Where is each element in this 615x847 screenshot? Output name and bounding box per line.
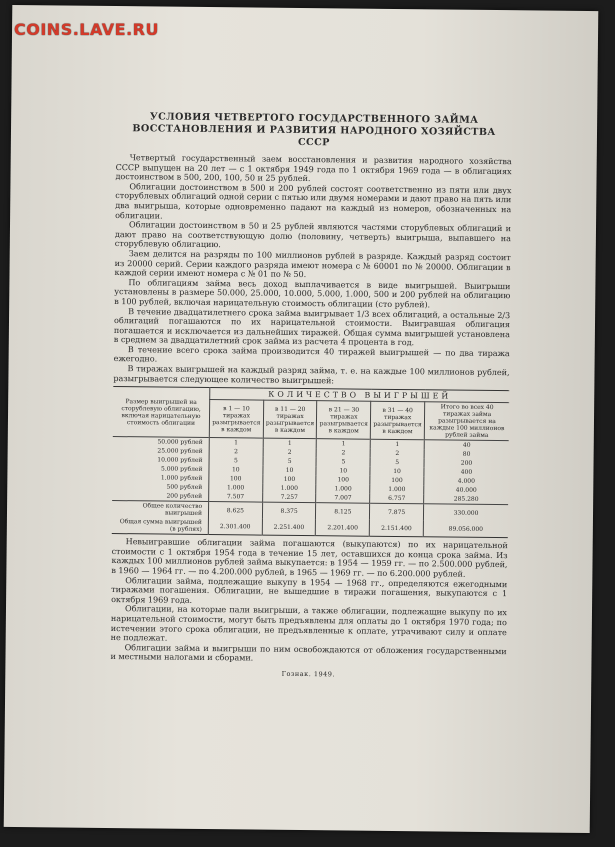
paragraph: Облигации достоинством в 50 и 25 рублей являются частями сторублевых облигаций и дают право на соответствующую долю (половину, четверть) выигрыша, выпавшего на сторублевую облигацию. <box>114 219 512 250</box>
table-cell: 2.251.400 <box>262 519 316 536</box>
document-content <box>110 111 512 680</box>
prize-count-group-header: КОЛИЧЕСТВО ВЫИГРЫШЕЙ <box>210 388 510 403</box>
total-sum-label: Общая сумма выигрышей (в рублях) <box>119 518 202 534</box>
table-cell: 8.125 <box>316 503 370 520</box>
table-cell: 100 <box>370 476 424 486</box>
prize-size-label: 500 рублей <box>166 483 203 492</box>
paragraph: Облигации, на которые пали выигрыши, а также облигации, подлежащие выкупу по их нарицательной стоимости, могут быть предъявлены для оплаты до 1 октября 1970 года; по истечении этого срока облигации, не предъявленные к оплате, утрачивают силу и оплате не подлежат. <box>110 603 508 643</box>
table-cell: 40.000 <box>424 486 509 496</box>
document-title-line-2: ВОССТАНОВЛЕНИЯ И РАЗВИТИЯ НАРОДНОГО ХОЗЯЙСТВА СССР <box>132 123 496 149</box>
conditions-body-top <box>113 153 511 387</box>
prize-size-label: 25.000 рублей <box>157 447 203 456</box>
paragraph: По облигациям займа весь доход выплачивается в виде выигрышей. Выигрыши установлены в размере 50.000, 25.000, 10.000, 5.000, 1.000, 500 и 200 рублей на облигацию в 100 рублей, включая нарицательную стоимость облигации (сто рублей). <box>114 276 511 310</box>
draws-11-20-header: в 11 — 20 тиражах разыгрывается в каждом <box>263 400 317 439</box>
conditions-body-bottom <box>110 537 507 666</box>
prize-size-label: 200 рублей <box>166 492 203 501</box>
table-cell: 7.507 <box>209 492 263 502</box>
table-cell: 1.000 <box>370 485 424 495</box>
table-cell: 2.301.400 <box>208 518 262 535</box>
table-cell: 7.007 <box>316 493 370 503</box>
table-cell: 200 <box>424 459 509 469</box>
table-cell: 4.000 <box>424 477 509 487</box>
table-cell: 2.201.400 <box>316 519 370 536</box>
table-cell: 2 <box>263 448 317 458</box>
document-sheet <box>4 5 599 833</box>
table-cell: 330.000 <box>423 504 508 521</box>
table-cell: 2 <box>209 447 263 457</box>
table-cell: 10 <box>263 466 317 476</box>
paragraph: В течение всего срока займа производится 40 тиражей выигрышей — по два тиража ежегодно. <box>113 344 510 364</box>
paragraph: В тиражах выигрышей на каждый разряд займа, т. е. на каждые 100 миллионов рублей, разыгрывается следующее количество выигрышей: <box>113 363 510 385</box>
total-sum-row <box>112 517 508 538</box>
prize-size-label: 1.000 рублей <box>160 474 203 483</box>
table-cell: 7.257 <box>262 493 316 503</box>
table-cell: 1 <box>263 438 317 448</box>
prize-size-label: 10.000 рублей <box>157 456 203 465</box>
table-cell: 100 <box>316 475 370 485</box>
prize-size-label: 50.000 рублей <box>157 438 203 447</box>
printer-imprint: Гознак. 1949. <box>281 669 336 679</box>
table-cell: 1.000 <box>262 484 316 494</box>
table-cell: 10 <box>316 466 370 476</box>
prize-table <box>112 386 510 538</box>
table-cell: 7.875 <box>370 503 424 520</box>
paragraph: В течение двадцатилетнего срока займа выигрывает 1/3 всех облигаций, а остальные 2/3 облигаций погашаются по их нарицательной стоимости. Выигравшая облигация погашается и исключается из дальнейших тиражей. Общая сумма выигрышей установлена в среднем за двадцатилетний срок займа из расчета 4 процента в год. <box>113 305 511 348</box>
table-cell: 1 <box>209 438 263 448</box>
table-cell: 40 <box>424 440 509 450</box>
paragraph: Облигации достоинством в 500 и 200 рублей состоят соответственно из пяти или двух сторублевых облигаций одной серии с пятью или двумя номерами и дают право на пять или два выигрыша, которые одновременно падают на каждый из номеров, обозначенных на облигации. <box>115 180 512 221</box>
table-cell: 100 <box>209 474 263 484</box>
table-cell: 1.000 <box>316 484 370 494</box>
table-cell: 8.625 <box>208 502 262 519</box>
paragraph: Облигации займа, подлежащие выкупу в 1954 — 1968 гг., определяются ежегодными тиражами погашения. Облигации, не вышедшие в тиражи погашения, выкупаются с 1 октября 1969 года. <box>111 574 508 605</box>
table-cell: 5 <box>316 457 370 467</box>
table-cell: 5 <box>209 456 263 466</box>
draws-1-10-header: в 1 — 10 тиражах разыгрывается в каждом <box>209 400 263 439</box>
paragraph: Невыигравшие облигации займа погашаются (выкупаются) по их нарицательной стоимости с 1 октября 1954 года в течение 15 лет, оставшихся до конца срока займа. Из каждых 100 миллионов рублей займа выкупается: в 1954 — 1959 гг. — по 2.500.000 рублей, в 1960 — 1964 гг. — по 4.200.000 рублей, в 1965 — 1969 гг. — по 6.200.000 рублей. <box>111 536 508 579</box>
document-title-line-1: УСЛОВИЯ ЧЕТВЕРТОГО ГОСУДАРСТВЕННОГО ЗАЙМА <box>149 111 479 126</box>
table-cell: 100 <box>263 475 317 485</box>
draws-31-40-header: в 31 — 40 тиражах разыгрывается в каждом <box>371 401 425 440</box>
table-cell: 6.757 <box>370 494 424 504</box>
paragraph: Заем делится на разряды по 100 миллионов рублей в разряде. Каждый разряд состоит из 20000 серий. Серии каждого разряда имеют номера с № 60001 по № 20000. Облигации в каждой серии имеют номера с № 01 по № 50. <box>114 248 511 280</box>
table-cell: 400 <box>424 468 509 478</box>
total-header: Итого во всех 40 тиражах займа разыгрывается на каждые 100 миллионов рублей займа <box>424 402 509 441</box>
table-cell: 5 <box>370 458 424 468</box>
paragraph: Четвертый государственный заем восстановления и развития народного хозяйства СССР выпущен на 20 лет — с 1 октября 1949 года по 1 октября 1969 года — в облигациях достоинством в 500, 200, 100, 50 и 25 рублей. <box>115 152 512 184</box>
table-cell: 1 <box>370 439 424 449</box>
table-cell: 1 <box>317 439 371 449</box>
table-cell: 8.375 <box>262 502 316 519</box>
prize-size-header: Размер выигрышей на сторублевую облигацию, включая нарицательную стоимость облигации <box>121 397 201 427</box>
draws-21-30-header: в 21 — 30 тиражах разыгрывается в каждом <box>317 401 371 440</box>
table-cell: 80 <box>424 450 509 460</box>
paragraph: Облигации займа и выигрыши по ним освобождаются от обложения государственными и местными налогами и сборами. <box>110 641 507 663</box>
table-cell: 10 <box>370 467 424 477</box>
table-cell: 5 <box>263 457 317 467</box>
table-cell: 1.000 <box>209 483 263 493</box>
table-cell: 2.151.400 <box>369 520 423 537</box>
table-cell: 285.280 <box>424 495 509 505</box>
prize-rows <box>112 437 509 505</box>
table-cell: 2 <box>370 449 424 459</box>
site-watermark: COINS.LAVE.RU <box>14 20 159 39</box>
prize-size-label: 5.000 рублей <box>160 465 203 474</box>
table-cell: 2 <box>317 448 371 458</box>
table-cell: 10 <box>209 465 263 475</box>
table-cell: 89.056.000 <box>423 521 508 538</box>
total-count-label: Общее количество выигрышей <box>112 501 209 519</box>
